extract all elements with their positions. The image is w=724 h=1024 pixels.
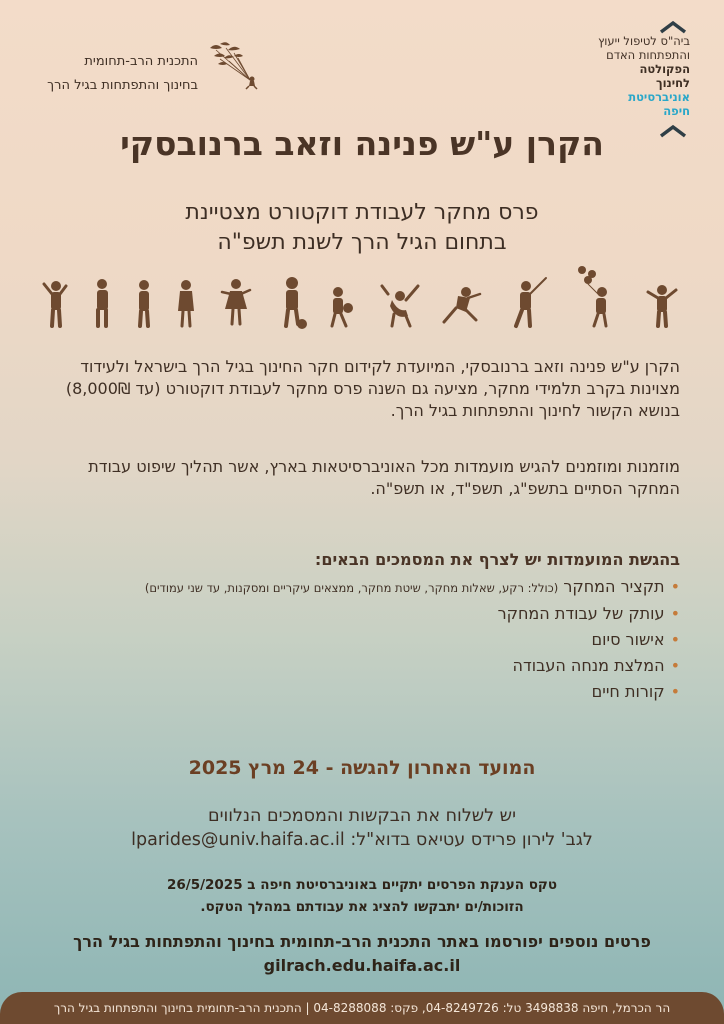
child-silhouette-2	[97, 279, 108, 326]
university-line2: חיפה	[663, 104, 690, 118]
child-silhouette-7-with-ball	[332, 287, 353, 326]
faculty-line1: הפקולטה	[639, 62, 690, 76]
child-silhouette-3	[139, 280, 149, 326]
child-silhouette-11-balloons	[578, 266, 607, 326]
child-silhouette-12	[648, 285, 676, 326]
deadline-text: המועד האחרון להגשה - 24 מרץ 2025	[188, 757, 536, 779]
list-item: •אישור סיום	[591, 630, 680, 649]
faculty-line2: לחינוך	[655, 76, 690, 90]
child-silhouette-4	[178, 280, 194, 326]
list-item: •תקציר המחקר (כולל: רקע, שאלות מחקר, שיטת מחקר, ממצאים עיקריים ומסקנות, עד שני עמודים)	[144, 577, 680, 596]
child-silhouette-5	[222, 279, 250, 324]
bullet-icon: •	[670, 577, 680, 596]
child-silhouette-10-with-stick	[516, 278, 546, 326]
program-name-line2: בחינוך והתפתחות בגיל הרך	[47, 78, 198, 93]
child-silhouette-9-jumping	[444, 287, 480, 322]
submission-instructions-line1: יש לשלוח את הבקשות והמסמכים הנלווים	[207, 806, 516, 826]
footer-contact-bar	[0, 992, 724, 1024]
child-silhouette-6-with-ball	[286, 277, 307, 329]
subtitle-line1: פרס מחקר לעבודת דוקטורט מצטיינת	[185, 200, 539, 225]
page-title: הקרן ע"ש פנינה וזאב ברנובסקי	[120, 124, 604, 163]
ceremony-line1: טקס הענקת הפרסים יתקיים באוניברסיטת חיפה ב 26/5/2025	[166, 877, 557, 893]
submission-email-line[interactable]: לגב' לירון פרידס עטיאס בדוא"ל: lparides@univ.haifa.ac.il	[131, 830, 593, 850]
bullet-icon: •	[670, 682, 680, 701]
bullet-icon: •	[670, 656, 680, 675]
chevron-up-icon	[658, 20, 688, 34]
birds-and-child-icon	[206, 40, 268, 90]
subtitle-line2: בתחום הגיל הרך לשנת תשפ"ה	[217, 230, 507, 255]
list-item: •המלצת מנחה העבודה	[512, 656, 680, 675]
child-silhouette-1	[44, 281, 66, 326]
university-line1: אוניברסיטת	[628, 90, 690, 104]
footer-text: הר הכרמל, חיפה 3498838 טל: 04-8249726, פקס: 04-8288088 | התכנית הרב-תחומית בחינוך והתפתחות בגיל הרך	[53, 1001, 671, 1015]
bullet-icon: •	[670, 630, 680, 649]
children-silhouettes-illustration	[40, 264, 684, 334]
school-name-line2: והתפתחות האדם	[606, 48, 690, 62]
requirements-title: בהגשת המועמדות יש לצרף את המסמכים הבאים:	[314, 550, 680, 569]
university-logo	[580, 20, 690, 138]
ceremony-line2: הזוכות/ים יתבקשו להציג את עבודתם במהלך הטקס.	[200, 899, 524, 915]
list-item: •קורות חיים	[591, 682, 680, 701]
requirements-list	[40, 574, 680, 705]
website-link[interactable]: gilrach.edu.haifa.ac.il	[263, 956, 461, 975]
school-name-line1: ביה"ס לטיפול ייעוץ	[598, 34, 690, 48]
bullet-icon: •	[670, 604, 680, 623]
eligibility-paragraph: מוזמנות ומוזמנים להגיש מועמדות מכל האוניברסיטאות בארץ, אשר תהליך שיפוט עבודת המחקר הסתיים בתשפ"ג, תשפ"ד, או תשפ"ה.	[88, 457, 680, 498]
program-name-line1: התכנית הרב-תחומית	[84, 54, 198, 69]
intro-paragraph: הקרן ע"ש פנינה וזאב ברנובסקי, המיועדת לקידום חקר החינוך בגיל הרך בישראל ולעידוד מצוינות בקרב תלמידי מחקר, מציעה גם השנה פרס מחקר לעבודת דוקטורט (עד 8,000₪) בנושא הקשור לחינוך והתפתחות בגיל הרך.	[65, 357, 680, 420]
list-item: •עותק של עבודת המחקר	[497, 604, 680, 623]
child-silhouette-8-cartwheel	[382, 286, 418, 326]
more-info-line: פרטים נוספים יפורסמו באתר התכנית הרב-תחומית בחינוך והתפתחות בגיל הרך	[73, 932, 651, 951]
program-logo	[38, 38, 268, 98]
